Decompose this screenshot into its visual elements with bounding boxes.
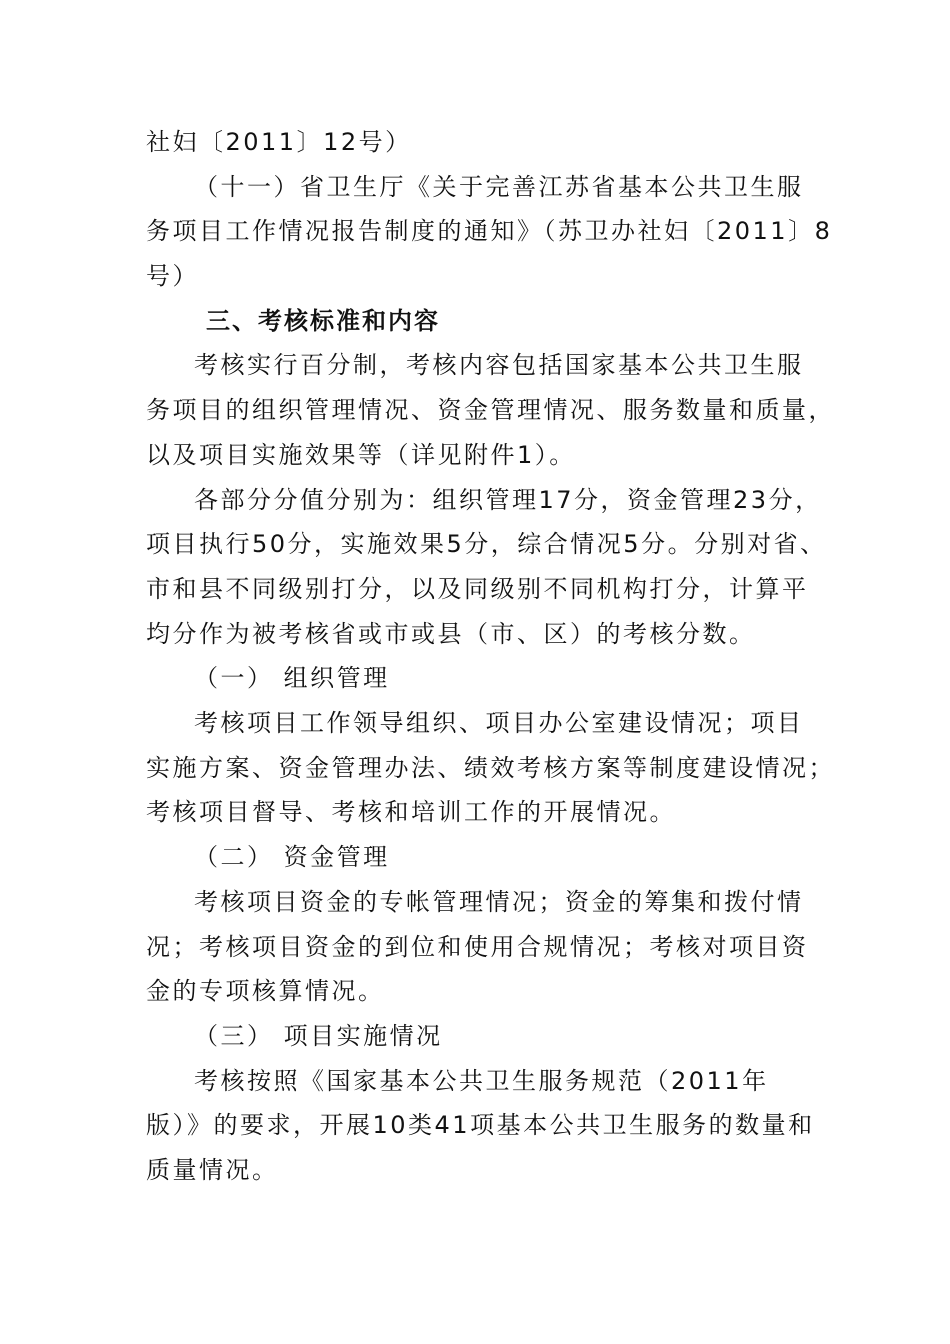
section-heading: 三、考核标准和内容 (206, 307, 440, 335)
text-line: 各部分分值分别为：组织管理17分，资金管理23分， (194, 486, 822, 514)
text-line: 务项目工作情况报告制度的通知》（苏卫办社妇〔2011〕8 (146, 217, 833, 245)
text-line: 况；考核项目资金的到位和使用合规情况；考核对项目资 (146, 933, 809, 961)
text-line: 金的专项核算情况。 (146, 977, 385, 1005)
text-line: 考核项目资金的专帐管理情况；资金的筹集和拨付情 (194, 888, 804, 916)
text-line: 版）》的要求，开展10类41项基本公共卫生服务的数量和 (146, 1111, 815, 1139)
text-line: 均分作为被考核省或市或县（市、区）的考核分数。 (146, 620, 756, 648)
text-line: 考核按照《国家基本公共卫生服务规范（2011年 (194, 1067, 769, 1095)
text-line: 号） (146, 262, 199, 290)
text-line: 质量情况。 (146, 1156, 279, 1184)
text-line: 考核项目督导、考核和培训工作的开展情况。 (146, 798, 676, 826)
subsection-heading: （一） 组织管理 (194, 664, 390, 692)
text-line: 项目执行50分，实施效果5分，综合情况5分。分别对省、 (146, 530, 827, 558)
subsection-heading: （三） 项目实施情况 (194, 1022, 443, 1050)
text-line: （十一）省卫生厅《关于完善江苏省基本公共卫生服 (194, 173, 804, 201)
text-line: 考核项目工作领导组织、项目办公室建设情况；项目 (194, 709, 804, 737)
text-line: 实施方案、资金管理办法、绩效考核方案等制度建设情况； (146, 754, 835, 782)
text-line: 务项目的组织管理情况、资金管理情况、服务数量和质量， (146, 396, 835, 424)
text-line: 社妇〔2011〕12号） (146, 128, 412, 156)
text-line: 市和县不同级别打分，以及同级别不同机构打分，计算平 (146, 575, 809, 603)
subsection-heading: （二） 资金管理 (194, 843, 390, 871)
text-line: 考核实行百分制，考核内容包括国家基本公共卫生服 (194, 351, 804, 379)
text-line: 以及项目实施效果等（详见附件1）。 (146, 441, 576, 469)
